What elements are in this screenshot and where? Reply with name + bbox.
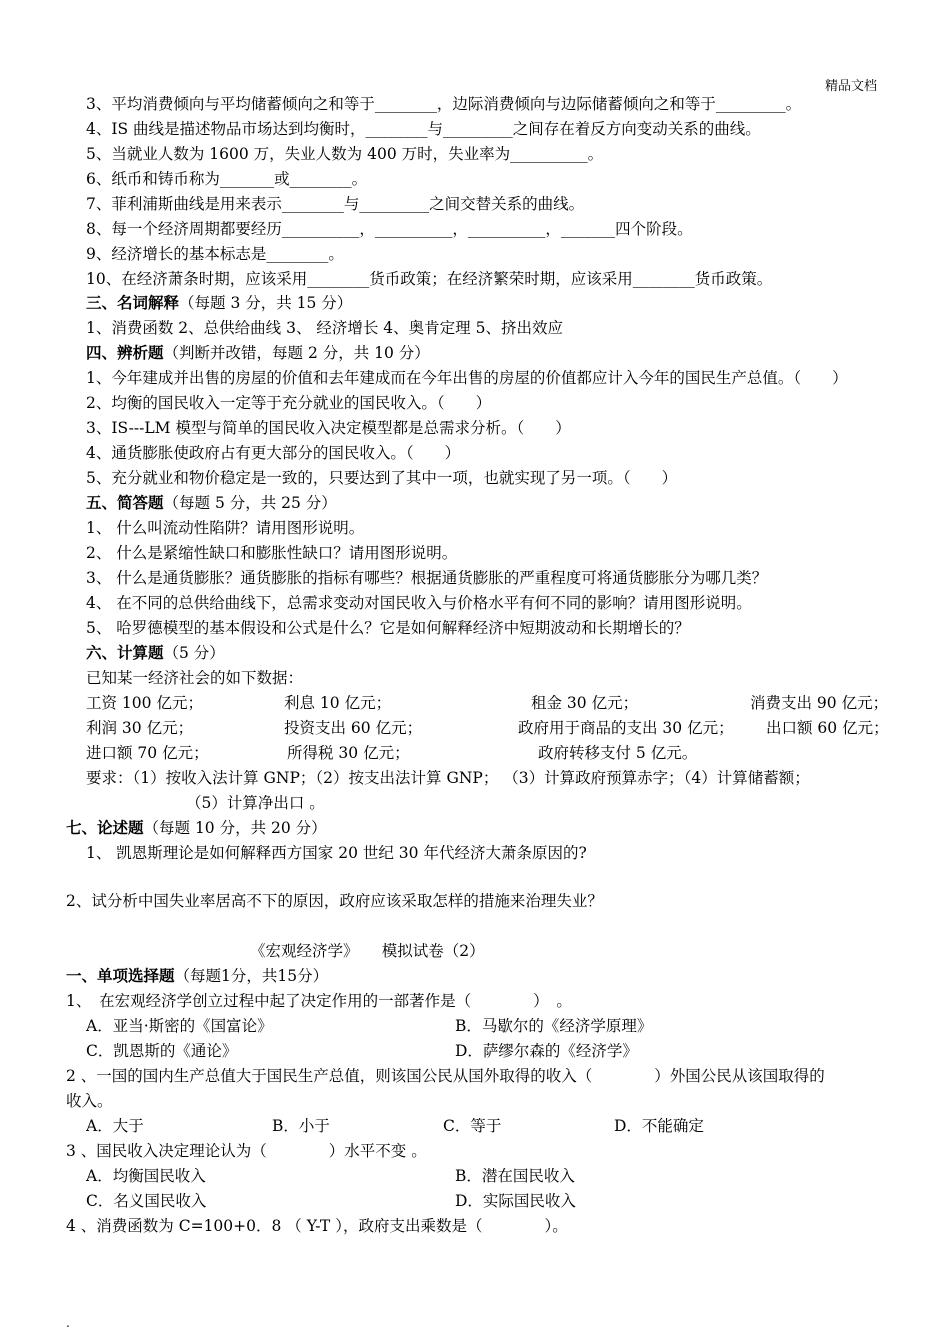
section-heading-6 bbox=[86, 643, 225, 663]
calc-data-cell: 利息 10 亿元； bbox=[284, 694, 392, 712]
option-d: D．实际国民收入 bbox=[455, 1192, 576, 1210]
option-c: C．名义国民收入 bbox=[86, 1192, 207, 1210]
fill-item: 10、在经济萧条时期，应该采用________货币政策；在经济繁荣时期，应该采用________货币政策。 bbox=[86, 270, 773, 288]
essay-item: 2、试分析中国失业率居高不下的原因，政府应该采取怎样的措施来治理失业？ bbox=[66, 892, 603, 910]
calc-data-cell: 所得税 30 亿元； bbox=[287, 744, 410, 762]
section-note: （每题 5 分，共 25 分） bbox=[163, 494, 337, 512]
fill-item: 6、纸币和铸币称为_______或________。 bbox=[86, 170, 368, 188]
calc-requirements: 要求：（1）按收入法计算 GNP；（2）按支出法计算 GNP； （3）计算政府预算赤字；（4）计算储蓄额； bbox=[86, 769, 810, 787]
fill-item: 5、当就业人数为 1600 万，失业人数为 400 万时，失业率为__________。 bbox=[86, 145, 604, 163]
section-heading-7 bbox=[66, 818, 327, 838]
section-title: 一、单项选择题 bbox=[66, 966, 175, 985]
exam-title: 《宏观经济学》 模拟试卷（2） bbox=[250, 942, 485, 960]
judgment-item: 1、今年建成并出售的房屋的价值和去年建成而在今年出售的房屋的价值都应计入今年的国民生产总值。（ ） bbox=[86, 369, 848, 387]
judgment-item: 5、充分就业和物价稳定是一致的，只要达到了其中一项，也就实现了另一项。（ ） bbox=[86, 469, 678, 487]
fill-item: 9、经济增长的基本标志是________。 bbox=[86, 245, 344, 263]
option-a: A．大于 bbox=[86, 1117, 144, 1135]
section-title: 五、简答题 bbox=[86, 493, 164, 512]
short-answer-item: 4、 在不同的总供给曲线下，总需求变动对国民收入与价格水平有何不同的影响？请用图形说明。 bbox=[86, 594, 752, 612]
short-answer-item: 3、 什么是通货膨胀？通货膨胀的指标有哪些？根据通货膨胀的严重程度可将通货膨胀分为哪几类？ bbox=[86, 569, 768, 587]
fill-item: 8、每一个经济周期都要经历__________，__________，__________，_______四个阶段。 bbox=[86, 220, 693, 238]
short-answer-item: 1、 什么叫流动性陷阱？请用图形说明。 bbox=[86, 519, 365, 537]
option-b: B．小于 bbox=[272, 1117, 330, 1135]
section-note: （5 分） bbox=[163, 644, 225, 662]
section-title: 七、论述题 bbox=[66, 818, 144, 837]
calc-data-cell: 消费支出 90 亿元； bbox=[750, 694, 889, 712]
section-heading-5 bbox=[86, 493, 337, 513]
fill-item: 3、平均消费倾向与平均储蓄倾向之和等于________，边际消费倾向与边际储蓄倾向之和等于_________。 bbox=[86, 95, 802, 113]
judgment-item: 3、IS---LM 模型与简单的国民收入决定模型都是总需求分析。（ ） bbox=[86, 419, 571, 437]
short-answer-item: 2、 什么是紧缩性缺口和膨胀性缺口？请用图形说明。 bbox=[86, 544, 458, 562]
option-d: D．不能确定 bbox=[614, 1117, 704, 1135]
option-c: C．等于 bbox=[443, 1117, 502, 1135]
section-note: （每题 10 分，共 20 分） bbox=[143, 819, 327, 837]
section-note: （每题1分，共15分） bbox=[174, 967, 329, 985]
calc-requirements-cont: （5）计算净出口 。 bbox=[186, 794, 325, 812]
calc-data-cell: 进口额 70 亿元； bbox=[86, 744, 209, 762]
calc-data-cell: 租金 30 亿元； bbox=[531, 694, 639, 712]
option-a: A．亚当·斯密的《国富论》 bbox=[86, 1017, 273, 1035]
option-d: D．萨缪尔森的《经济学》 bbox=[455, 1042, 638, 1060]
calc-data-cell: 政府用于商品的支出 30 亿元； bbox=[518, 719, 734, 737]
option-a: A．均衡国民收入 bbox=[86, 1167, 206, 1185]
fill-item: 7、菲利浦斯曲线是用来表示________与_________之间交替关系的曲线。 bbox=[86, 195, 585, 213]
option-b: B．潜在国民收入 bbox=[455, 1167, 575, 1185]
question-4: 4 、消费函数为 C=100+0．8 （ Y-T ），政府支出乘数是（ ）。 bbox=[66, 1217, 568, 1235]
calc-data-cell: 投资支出 60 亿元； bbox=[284, 719, 423, 737]
section-title: 六、计算题 bbox=[86, 643, 164, 662]
question-3: 3 、国民收入决定理论认为（ ）水平不变 。 bbox=[66, 1142, 427, 1160]
section-title: 三、名词解释 bbox=[86, 293, 180, 312]
question-1: 1、 在宏观经济学创立过程中起了决定作用的一部著作是（ ） 。 bbox=[66, 992, 572, 1010]
calc-data-cell: 利润 30 亿元； bbox=[86, 719, 194, 737]
section-heading-3 bbox=[86, 293, 352, 313]
option-b: B．马歇尔的《经济学原理》 bbox=[455, 1017, 653, 1035]
term-list: 1、消费函数 2、总供给曲线 3、 经济增长 4、奥肯定理 5、挤出效应 bbox=[86, 319, 563, 337]
judgment-item: 2、均衡的国民收入一定等于充分就业的国民收入。（ ） bbox=[86, 394, 492, 412]
option-c: C．凯恩斯的《通论》 bbox=[86, 1042, 238, 1060]
question-2-cont: 收入。 bbox=[66, 1092, 113, 1110]
calc-data-cell: 出口额 60 亿元； bbox=[766, 719, 889, 737]
fill-item: 4、IS 曲线是描述物品市场达到均衡时，________与_________之间存在着反方向变动关系的曲线。 bbox=[86, 120, 761, 138]
page-header-tag: 精品文档 bbox=[825, 79, 878, 94]
footer-mark: . bbox=[66, 1316, 70, 1330]
section-title: 四、辨析题 bbox=[86, 343, 164, 362]
judgment-item: 4、通货膨胀使政府占有更大部分的国民收入。（ ） bbox=[86, 444, 461, 462]
section-heading-4 bbox=[86, 343, 430, 363]
section-note: （判断并改错，每题 2 分，共 10 分） bbox=[163, 344, 430, 362]
calc-data-cell: 工资 100 亿元； bbox=[86, 694, 203, 712]
calc-data-cell: 政府转移支付 5 亿元。 bbox=[538, 744, 698, 762]
short-answer-item: 5、 哈罗德模型的基本假设和公式是什么？它是如何解释经济中短期波动和长期增长的？ bbox=[86, 619, 690, 637]
essay-item: 1、 凯恩斯理论是如何解释西方国家 20 世纪 30 年代经济大萧条原因的? bbox=[86, 844, 587, 862]
section-note: （每题 3 分，共 15 分） bbox=[179, 294, 353, 312]
question-2: 2 、一国的国内生产总值大于国民生产总值，则该国公民从国外取得的收入（ ）外国公民从该国取得的 bbox=[66, 1067, 825, 1085]
section-heading-mcq bbox=[66, 966, 328, 986]
calc-intro: 已知某一经济社会的如下数据： bbox=[86, 669, 304, 687]
